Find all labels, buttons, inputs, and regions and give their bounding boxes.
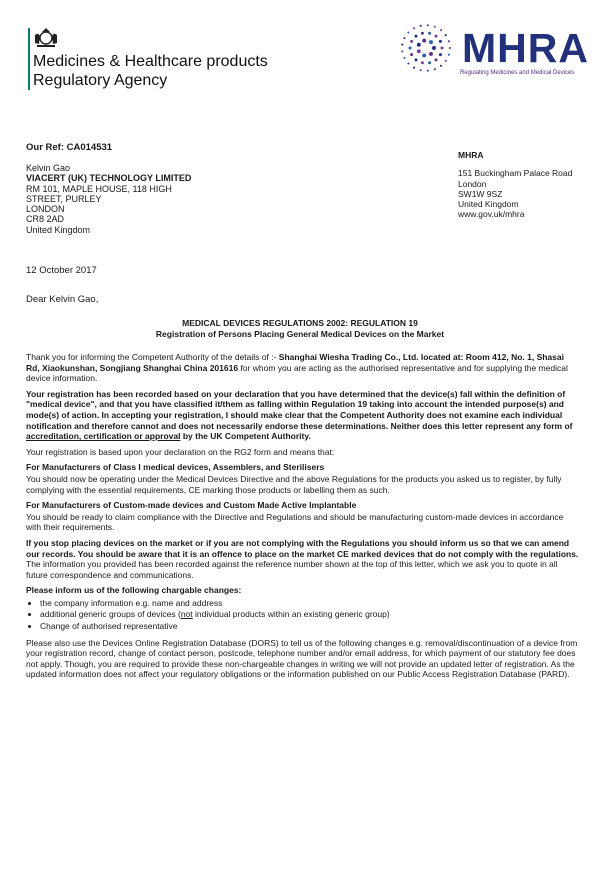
heading-class-i: For Manufacturers of Class I medical devices, Assemblers, and Sterilisers bbox=[26, 462, 325, 473]
agency-rule bbox=[28, 28, 30, 90]
logo-dot bbox=[415, 35, 418, 38]
mhra-logo-text: MHRA bbox=[462, 25, 589, 71]
logo-dot bbox=[440, 65, 442, 67]
list-item: • Change of authorised representative bbox=[40, 621, 579, 632]
logo-dot bbox=[420, 69, 422, 71]
reference-number: Our Ref: CA014531 bbox=[26, 142, 113, 153]
logo-dot bbox=[439, 40, 442, 43]
mhra-logo-tagline: Regulating Medicines and Medical Devices bbox=[460, 70, 575, 76]
mhra-website-link[interactable]: www.gov.uk/mhra bbox=[458, 209, 525, 220]
logo-dot bbox=[403, 57, 405, 59]
recipient-postcode: CR8 2AD bbox=[26, 214, 65, 225]
paragraph-class-i: You should now be operating under the Medical Devices Directive and the above Regulations for the products you asked us to register, by fully complying with the essential requirements, CE marking those products or labelling them as such. bbox=[26, 473, 562, 495]
logo-dot bbox=[421, 32, 424, 35]
paragraph-registration: Your registration has been recorded based on your declaration that you have determined that the device(s) fall within the definition of "medical device", and that you have classified it/them as falling within Regulation 19 taking into account the intended purpose(s) and mode(s) of action. In accepting your registration, I should make clear that the Competent Authority does not examine each individual notification and therefore cannot and does not necessarily endorse these determinations. Neither does this letter represent any form of accreditation, certification or approval by the UK Competent Authority. bbox=[26, 388, 573, 442]
letter-title: MEDICAL DEVICES REGULATIONS 2002: REGULATION 19 Registration of Persons Placing General Medical Devices on the Market bbox=[155, 318, 445, 339]
logo-dot bbox=[413, 27, 415, 29]
logo-dot bbox=[428, 61, 431, 64]
logo-dot bbox=[435, 58, 438, 61]
recipient-name: Kelvin Gao bbox=[26, 163, 71, 173]
logo-dot bbox=[410, 53, 413, 56]
heading-chargeable-changes: Please inform us of the following chargable changes: bbox=[26, 585, 242, 596]
agency-name: Medicines & Healthcare products Regulatory Agency bbox=[33, 53, 268, 89]
mhra-address bbox=[458, 150, 572, 220]
mhra-address-street: 151 Buckingham Palace Road bbox=[458, 168, 573, 179]
logo-dot bbox=[403, 37, 405, 39]
paragraph-intro: Thank you for informing the Competent Authority of the details of :- Shanghai Wiesha Trading Co., Ltd. located at: Room 412, No. 1, Shasai Rd, Xiaokunshan, Songjiang Shanghai China 201616 for whom you are acting as the authorised representative and for supplying the medical device information. bbox=[26, 352, 568, 384]
logo-dot bbox=[445, 60, 447, 62]
logo-dot bbox=[439, 53, 442, 56]
list-item: • additional generic groups of devices (not individual products within an existing generic group) bbox=[40, 609, 579, 620]
logo-dot bbox=[413, 67, 415, 69]
logo-dot bbox=[407, 31, 409, 33]
letter-date: 12 October 2017 bbox=[26, 265, 97, 276]
paragraph-dors: Please also use the Devices Online Registration Database (DORS) to tell us of the following changes e.g. removal/discontinuation of a device from your registration record, change of contact person, postcode, telephone number and/or email address, for which payment of our statutory fee does not apply. Though, you are required to provide these non-chargeable changes in writing we will not provide an updated letter of registration. As the updated information does not affect your regulatory obligations or the information published on our Public Access Registration Database (PARD). bbox=[26, 637, 578, 680]
logo-dot bbox=[435, 35, 438, 38]
paragraph-reference: The information you provided has been recorded against the reference number shown at the top of this letter, which we ask you to quote in all future correspondence and communications. bbox=[26, 559, 558, 580]
logo-dot bbox=[440, 29, 442, 31]
logo-dot bbox=[401, 50, 403, 52]
logo-dot bbox=[432, 46, 436, 50]
logo-dot bbox=[407, 62, 409, 64]
list-item: • the company information e.g. name and address bbox=[40, 598, 579, 609]
logo-dot bbox=[427, 24, 429, 26]
logo-dot bbox=[409, 47, 412, 50]
logo-dot bbox=[441, 47, 444, 50]
logo-dot bbox=[428, 32, 431, 35]
mhra-address-city: London bbox=[458, 178, 487, 189]
recipient-address-line: RM 101, MAPLE HOUSE, 118 HIGH bbox=[26, 183, 172, 194]
logo-dot bbox=[417, 43, 421, 47]
recipient-company: VIACERT (UK) TECHNOLOGY LIMITED bbox=[26, 173, 192, 184]
royal-crest-icon bbox=[33, 27, 59, 49]
recipient-address-line: STREET, PURLEY bbox=[26, 193, 102, 204]
recipient-country: United Kingdom bbox=[26, 224, 91, 235]
mhra-address-postcode: SW1W 9SZ bbox=[458, 188, 503, 199]
logo-dot bbox=[422, 53, 426, 57]
logo-dot bbox=[434, 26, 436, 28]
logo-dot bbox=[415, 58, 418, 61]
paragraph-custom-made: You should be ready to claim compliance with the Directive and Regulations and should be manufacturing custom-made devices in accordance with their requirements. bbox=[26, 511, 564, 533]
recipient-city: LONDON bbox=[26, 204, 65, 215]
paragraph-stop-placing: If you stop placing devices on the market or if you are not complying with the Regulations you should inform us so that we can amend our records. You should be aware that it is an offence to place on the market CE marked devices that do not comply with the regulations. bbox=[26, 537, 579, 559]
logo-dot bbox=[417, 49, 421, 53]
recipient-address bbox=[26, 163, 191, 235]
mhra-address-name: MHRA bbox=[458, 150, 484, 160]
logo-dot bbox=[421, 61, 424, 64]
mhra-dots-logo-icon bbox=[395, 22, 457, 74]
paragraph-basis: Your registration is based upon your declaration on the RG2 form and means that: bbox=[26, 446, 335, 457]
logo-dot bbox=[427, 70, 429, 72]
logo-dot bbox=[448, 40, 450, 42]
heading-custom-made: For Manufacturers of Custom-made devices and Custom Made Active Implantable bbox=[26, 500, 357, 511]
logo-dot bbox=[448, 54, 450, 56]
logo-dot bbox=[410, 40, 413, 43]
logo-dot bbox=[429, 52, 433, 56]
logo-dot bbox=[445, 34, 447, 36]
logo-dot bbox=[449, 47, 451, 49]
salutation: Dear Kelvin Gao, bbox=[26, 294, 99, 305]
logo-dot bbox=[434, 68, 436, 70]
spacer bbox=[458, 160, 572, 168]
chargeable-changes-list bbox=[26, 598, 579, 632]
logo-dot bbox=[429, 40, 433, 44]
logo-dot bbox=[401, 44, 403, 46]
logo-dot bbox=[422, 39, 426, 43]
letter-body bbox=[26, 352, 579, 685]
mhra-address-country: United Kingdom bbox=[458, 199, 519, 210]
logo-dot bbox=[420, 25, 422, 27]
